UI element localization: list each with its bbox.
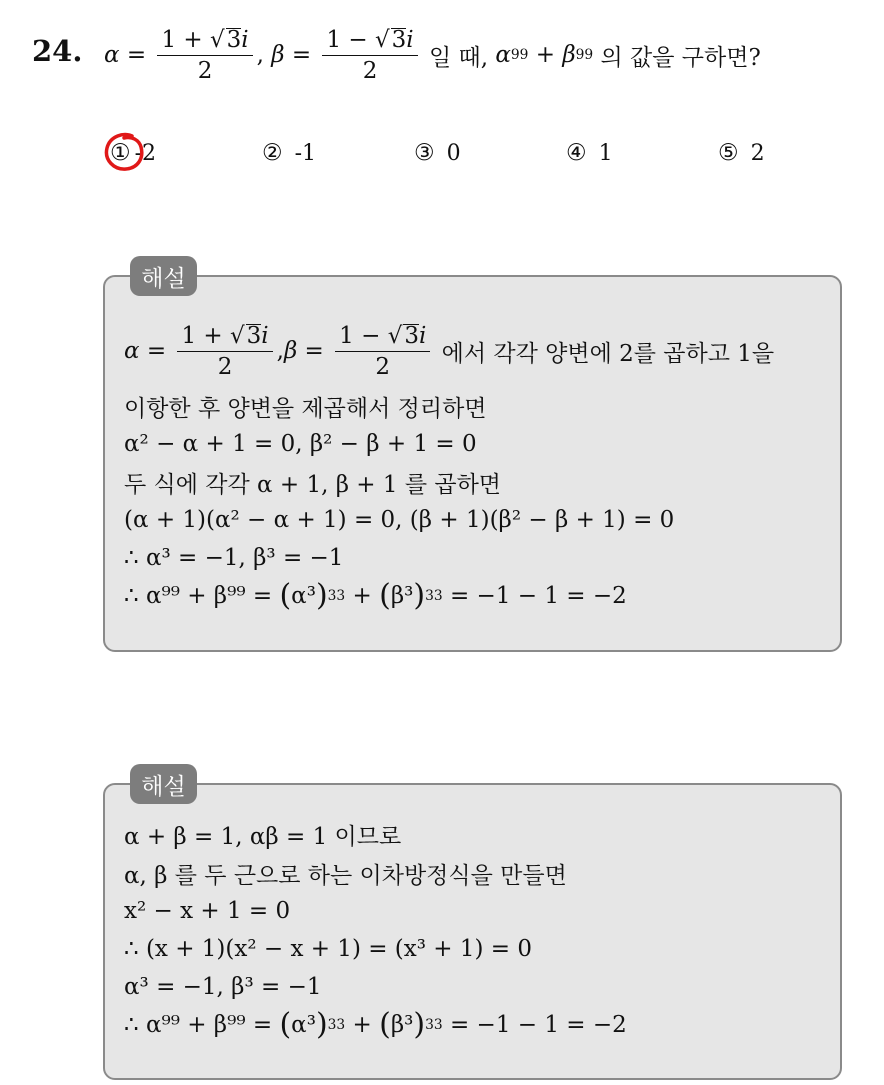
- plus: +: [528, 42, 563, 68]
- result-rhs: = −1 − 1 = −2: [442, 1012, 627, 1038]
- denominator: 2: [197, 57, 213, 84]
- sqrt-arg: 3: [226, 26, 242, 53]
- beta-cubed: β³: [390, 1012, 414, 1038]
- solution2-line-5: α³ = −1, β³ = −1: [124, 974, 322, 1000]
- alpha-fraction: $\frac{1 + √3i}{2}$: [177, 323, 272, 380]
- solution2-line-3: x² − x + 1 = 0: [124, 898, 291, 924]
- alpha-fraction: $\frac{1 + √3i}{2}$: [157, 27, 252, 84]
- question-number: 24.: [32, 34, 83, 68]
- question-statement: α = $\frac{1 + √3i}{2}$ , β = $\frac{1 - √3i}{2}$ 일 때, α 99 + β 99 의 값을 구하면?: [104, 26, 761, 84]
- choice-mark: ⑤: [718, 140, 739, 166]
- imag-unit: i: [406, 26, 414, 53]
- solution1-line-4: 두 식에 각각 α + 1, β + 1 를 곱하면: [124, 471, 502, 498]
- choice-3[interactable]: [414, 140, 461, 166]
- solution2-line-2: α, β 를 두 근으로 하는 이차방정식을 만들면: [124, 862, 567, 889]
- result-lhs: ∴ α⁹⁹ + β⁹⁹ =: [124, 583, 280, 609]
- sqrt-arg: 3: [404, 322, 419, 349]
- choice-4[interactable]: [566, 140, 613, 166]
- choice-mark: ②: [262, 140, 283, 166]
- choice-value: -2: [134, 140, 157, 166]
- solution1-line-2: 이항한 후 양변을 제곱해서 정리하면: [124, 395, 487, 422]
- solution2-line-1: α + β = 1, αβ = 1 이므로: [124, 823, 402, 850]
- beta-symbol: β: [271, 42, 285, 68]
- alpha-cubed: α³: [291, 583, 316, 609]
- choice-mark: ③: [414, 140, 435, 166]
- question-text-mid: 일 때,: [428, 44, 496, 71]
- result-lhs: ∴ α⁹⁹ + β⁹⁹ =: [124, 1012, 280, 1038]
- solution1-line-5: (α + 1)(α² − α + 1) = 0, (β + 1)(β² − β + 1) = 0: [124, 507, 675, 533]
- alpha-symbol: α: [495, 42, 511, 68]
- equals: =: [284, 42, 319, 68]
- answer-choices: [0, 140, 884, 176]
- result-rhs: = −1 − 1 = −2: [442, 583, 627, 609]
- choice-value: 1: [598, 140, 613, 166]
- solution-label: 해설: [130, 764, 197, 804]
- choice-2[interactable]: [262, 140, 316, 166]
- alpha-cubed: α³: [291, 1012, 316, 1038]
- beta-symbol: β: [562, 42, 576, 68]
- denominator: 2: [217, 353, 233, 380]
- denominator: 2: [375, 353, 391, 380]
- solution1-line-6: ∴ α³ = −1, β³ = −1: [124, 545, 344, 571]
- comma: ,: [276, 338, 284, 364]
- imag-unit: i: [261, 322, 269, 349]
- equals: =: [297, 338, 332, 364]
- solution1-line-7: ∴ α⁹⁹ + β⁹⁹ = ( α³ ) 33 + ( β³ ) 33 = −1 − 1 = −2: [124, 578, 627, 613]
- sqrt-arg: 3: [246, 322, 262, 349]
- plus: +: [345, 1012, 380, 1038]
- solution1-line-3: α² − α + 1 = 0, β² − β + 1 = 0: [124, 431, 477, 457]
- alpha-symbol: α: [104, 42, 120, 68]
- denominator: 2: [362, 57, 378, 84]
- solution-label: 해설: [130, 256, 197, 296]
- comma: ,: [256, 42, 264, 68]
- sqrt-arg: 3: [391, 26, 407, 53]
- beta-fraction: $\frac{1 - √3i}{2}$: [322, 27, 417, 84]
- alpha-symbol: α: [124, 338, 140, 364]
- solution1-text: 에서 각각 양변에 2를 곱하고 1을: [441, 340, 775, 367]
- choice-value: 2: [750, 140, 765, 166]
- choice-value: -1: [294, 140, 317, 166]
- beta-numerator: 1 −: [326, 26, 375, 53]
- beta-cubed: β³: [390, 583, 414, 609]
- plus: +: [345, 583, 380, 609]
- equals: =: [119, 42, 154, 68]
- choice-1[interactable]: [110, 140, 156, 166]
- beta-symbol: β: [283, 338, 298, 364]
- question-text-end: 의 값을 구하면?: [600, 44, 761, 71]
- equals: =: [139, 338, 174, 364]
- solution2-line-4: ∴ (x + 1)(x² − x + 1) = (x³ + 1) = 0: [124, 936, 533, 962]
- beta-fraction: $\frac{1 - √3i}{2}$: [335, 323, 430, 380]
- choice-mark: ④: [566, 140, 587, 166]
- solution1-line-1: [124, 316, 774, 386]
- imag-unit: i: [241, 26, 249, 53]
- alpha-numerator: 1 +: [181, 322, 230, 349]
- red-circle-mark-icon: [102, 130, 146, 174]
- imag-unit: i: [418, 322, 427, 349]
- choice-mark: ①: [110, 140, 131, 166]
- alpha-numerator: 1 +: [161, 26, 210, 53]
- choice-5[interactable]: [718, 140, 765, 166]
- solution2-line-6: ∴ α⁹⁹ + β⁹⁹ = ( α³ ) 33 + ( β³ ) 33 = −1 − 1 = −2: [124, 1007, 627, 1042]
- beta-numerator: 1 −: [339, 322, 388, 349]
- choice-value: 0: [446, 140, 461, 166]
